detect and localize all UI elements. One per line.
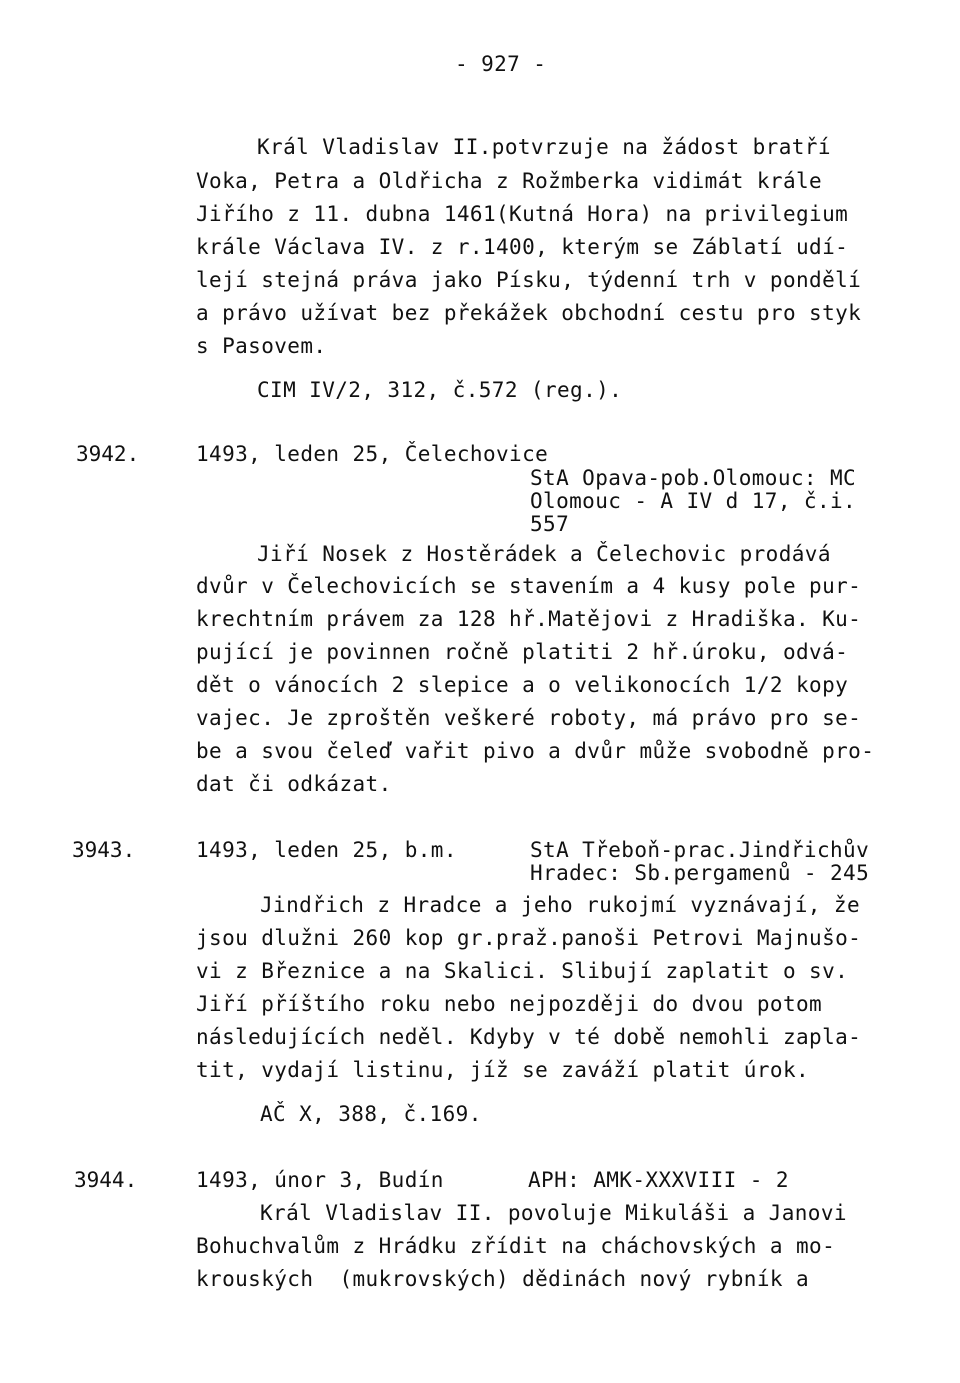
entry-body-line: krouských (mukrovských) dědinách nový rybník a (196, 1267, 810, 1291)
entry-body-line: be a svou čeleď vařit pivo a dvůr může svobodně pro- (196, 739, 875, 763)
entry-body-line: Král Vladislav II. povoluje Mikuláši a Janovi (260, 1201, 847, 1225)
entry-body-line: dět o vánocích 2 slepice a o velikonocích 1/2 kopy (196, 673, 849, 697)
entry-body-line: vi z Březnice a na Skalici. Slibují zaplatit o sv. (196, 959, 849, 983)
intro-line: Král Vladislav II.potvrzuje na žádost bratří (257, 135, 831, 159)
intro-citation: CIM IV/2, 312, č.572 (reg.). (257, 378, 623, 402)
intro-line: Voka, Petra a Oldřicha z Rožmberka vidimát krále (196, 169, 823, 193)
intro-line: Jiřího z 11. dubna 1461(Kutná Hora) na privilegium (196, 202, 849, 226)
entry-body-line: tit, vydají listinu, jíž se zaváží platit úrok. (196, 1058, 810, 1082)
intro-line: a právo užívat bez překážek obchodní cestu pro styk (196, 301, 862, 325)
entry-source: Hradec: Sb.pergamenů - 245 (530, 861, 870, 885)
entry-source: APH: AMK-XXXVIII - 2 (528, 1168, 789, 1192)
intro-line: krále Václava IV. z r.1400, kterým se Záblatí udí- (196, 235, 849, 259)
intro-line: s Pasovem. (196, 334, 327, 358)
entry-body-line: dat či odkázat. (196, 772, 392, 796)
entry-number: 3944. (74, 1168, 138, 1192)
entry-number: 3942. (76, 442, 140, 466)
entry-source: StA Třeboň-prac.Jindřichův (530, 838, 870, 862)
entry-source: 557 (530, 512, 570, 536)
entry-body-line: Jiří příštího roku nebo nejpozději do dvou potom (196, 992, 823, 1016)
entry-citation: AČ X, 388, č.169. (260, 1102, 482, 1126)
entry-source: StA Opava-pob.Olomouc: MC (530, 466, 857, 490)
entry-body-line: Jiří Nosek z Hostěrádek a Čelechovic prodává (257, 542, 831, 566)
entry-body-line: pující je povinnen ročně platiti 2 hř.úroku, odvá- (196, 640, 849, 664)
entry-header: 1493, leden 25, b.m. (196, 838, 457, 862)
intro-line: lejí stejná práva jako Písku, týdenní trh v pondělí (196, 268, 862, 292)
entry-body-line: dvůr v Čelechovicích se stavením a 4 kusy pole pur- (196, 574, 862, 598)
entry-body-line: krechtním právem za 128 hř.Matějovi z Hradiška. Ku- (196, 607, 862, 631)
entry-body-line: Bohuchvalům z Hrádku zřídit na cháchovských a mo- (196, 1234, 836, 1258)
entry-header: 1493, únor 3, Budín (196, 1168, 444, 1192)
entry-header: 1493, leden 25, Čelechovice (196, 442, 549, 466)
page-number: - 927 - (455, 52, 547, 76)
entry-body-line: Jindřich z Hradce a jeho rukojmí vyznávají, že (260, 893, 860, 917)
entry-body-line: jsou dlužni 260 kop gr.praž.panoši Petrovi Majnušo- (196, 926, 862, 950)
entry-body-line: následujících neděl. Kdyby v té době nemohli zapla- (196, 1025, 862, 1049)
entry-source: Olomouc - A IV d 17, č.i. (530, 489, 857, 513)
entry-body-line: vajec. Je zproštěn veškeré roboty, má právo pro se- (196, 706, 862, 730)
entry-number: 3943. (72, 838, 136, 862)
